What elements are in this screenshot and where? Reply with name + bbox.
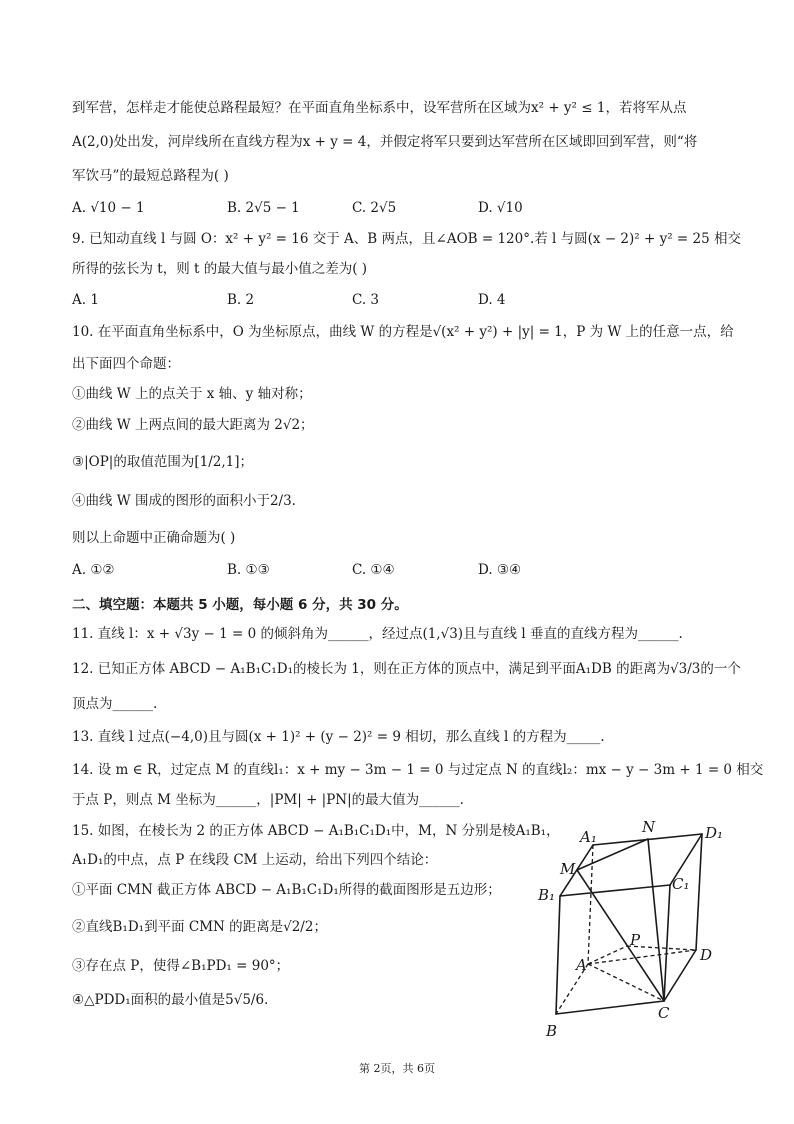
q15-text-line2: A₁D₁的中点，点 P 在线段 CM 上运动，给出下列四个结论：	[72, 852, 438, 868]
label-n: N	[642, 818, 656, 836]
label-d1: D₁	[705, 824, 724, 842]
edge-b1-b	[556, 896, 560, 1014]
q10-question: 则以上命题中正确命题为( )	[72, 530, 236, 546]
q15-statement-2: ②直线B₁D₁到平面 CMN 的距离是√2/2；	[72, 919, 327, 935]
edge-c-d	[664, 950, 696, 1001]
q8-text-line1: 到军营，怎样走才能使总路程最短？在平面直角坐标系中，设军营所在区域为x² + y² ≤ 1，若将军从点	[72, 100, 687, 116]
section-heading-fill-in: 二、填空题：本题共 5 小题，每小题 6 分，共 30 分。	[72, 597, 408, 613]
q8-option-b: B. 2√5 − 1	[227, 200, 300, 216]
q10-text-line2: 出下面四个命题：	[72, 356, 180, 372]
q15-text-line1: 15. 如图，在棱长为 2 的正方体 ABCD − A₁B₁C₁D₁中，M，N 分别是棱A₁B₁，	[72, 823, 560, 839]
q9-option-b: B. 2	[227, 292, 255, 308]
label-c: C	[658, 1004, 670, 1022]
q9-option-a: A. 1	[72, 292, 99, 308]
q10-statement-4: ④曲线 W 围成的图形的面积小于2/3.	[72, 493, 296, 509]
q13-text: 13. 直线 l 过点(−4,0)且与圆(x + 1)² + (y − 2)² = 9 相切，那么直线 l 的方程为_____.	[72, 729, 605, 745]
q8-text-line2: A(2,0)处出发，河岸线所在直线方程为x + y = 4，并假定将军只要到达军营所在区域即回到军营，则“将	[72, 134, 698, 150]
segment-c-n	[648, 839, 664, 1001]
edge-a1-a-hidden	[588, 845, 593, 964]
q10-option-c: C. ①④	[352, 562, 395, 578]
q12-text-line1: 12. 已知正方体 ABCD − A₁B₁C₁D₁的棱长为 1，则在正方体的顶点中，满足到平面A₁DB 的距离为√3/3的一个	[72, 661, 741, 677]
segment-a-p-hidden	[588, 946, 627, 964]
q10-statement-3: ③|OP|的取值范围为[1/2,1]；	[72, 454, 253, 470]
q9-text-line2: 所得的弦长为 t，则 t 的最大值与最小值之差为( )	[72, 261, 368, 277]
edge-c1-c	[664, 885, 670, 1001]
q8-option-c: C. 2√5	[352, 200, 397, 216]
q10-option-b: B. ①③	[227, 562, 270, 578]
q10-statement-2: ②曲线 W 上两点间的最大距离为 2√2；	[72, 417, 314, 433]
q15-statement-4: ④△PDD₁面积的最小值是5√5/6.	[72, 992, 269, 1008]
q15-statement-3: ③存在点 P，使得∠B₁PD₁ = 90°；	[72, 958, 290, 974]
label-b: B	[546, 1022, 558, 1040]
q9-option-c: C. 3	[352, 292, 380, 308]
q12-text-line2: 顶点为______.	[72, 696, 158, 712]
q14-text-line1: 14. 设 m ∈ R，过定点 M 的直线l₁：x + my − 3m − 1 = 0 与过定点 N 的直线l₂：mx − y − 3m + 1 = 0 相交	[72, 762, 764, 778]
q8-text-line3: 军饮马”的最短总路程为( )	[72, 168, 229, 184]
q10-option-d: D. ③④	[478, 562, 522, 578]
cube-figure	[530, 818, 730, 1046]
q8-option-d: D. √10	[478, 200, 523, 216]
edge-d1-d	[696, 834, 702, 950]
q15-statement-1: ①平面 CMN 截正方体 ABCD − A₁B₁C₁D₁所得的截面图形是五边形；	[72, 882, 501, 898]
q9-option-d: D. 4	[478, 292, 506, 308]
label-b1: B₁	[538, 886, 556, 904]
page-footer: 第 2页，共 6页	[359, 1062, 435, 1075]
label-d: D	[700, 946, 713, 964]
q14-text-line2: 于点 P，则点 M 坐标为______，|PM| + |PN|的最大值为______.	[72, 792, 464, 808]
edge-b-c	[556, 1001, 664, 1014]
q10-option-a: A. ①②	[72, 562, 115, 578]
label-a1: A₁	[580, 828, 597, 846]
q10-text-line1: 10. 在平面直角坐标系中，O 为坐标原点，曲线 W 的方程是√(x² + y²) + |y| = 1，P 为 W 上的任意一点，给	[72, 324, 734, 340]
label-m: M	[560, 860, 576, 878]
q9-text-line1: 9. 已知动直线 l 与圆 O：x² + y² = 16 交于 A、B 两点，且∠AOB = 120°.若 l 与圆(x − 2)² + y² = 25 相交	[72, 231, 741, 247]
q10-statement-1: ①曲线 W 上的点关于 x 轴、y 轴对称；	[72, 386, 312, 402]
label-p: P	[630, 931, 641, 949]
q8-option-a: A. √10 − 1	[72, 200, 145, 216]
q11-text: 11. 直线 l：x + √3y − 1 = 0 的倾斜角为______，经过点(1,√3)且与直线 l 垂直的直线方程为______.	[72, 626, 683, 642]
label-a: A	[576, 956, 587, 974]
label-c1: C₁	[672, 875, 690, 893]
